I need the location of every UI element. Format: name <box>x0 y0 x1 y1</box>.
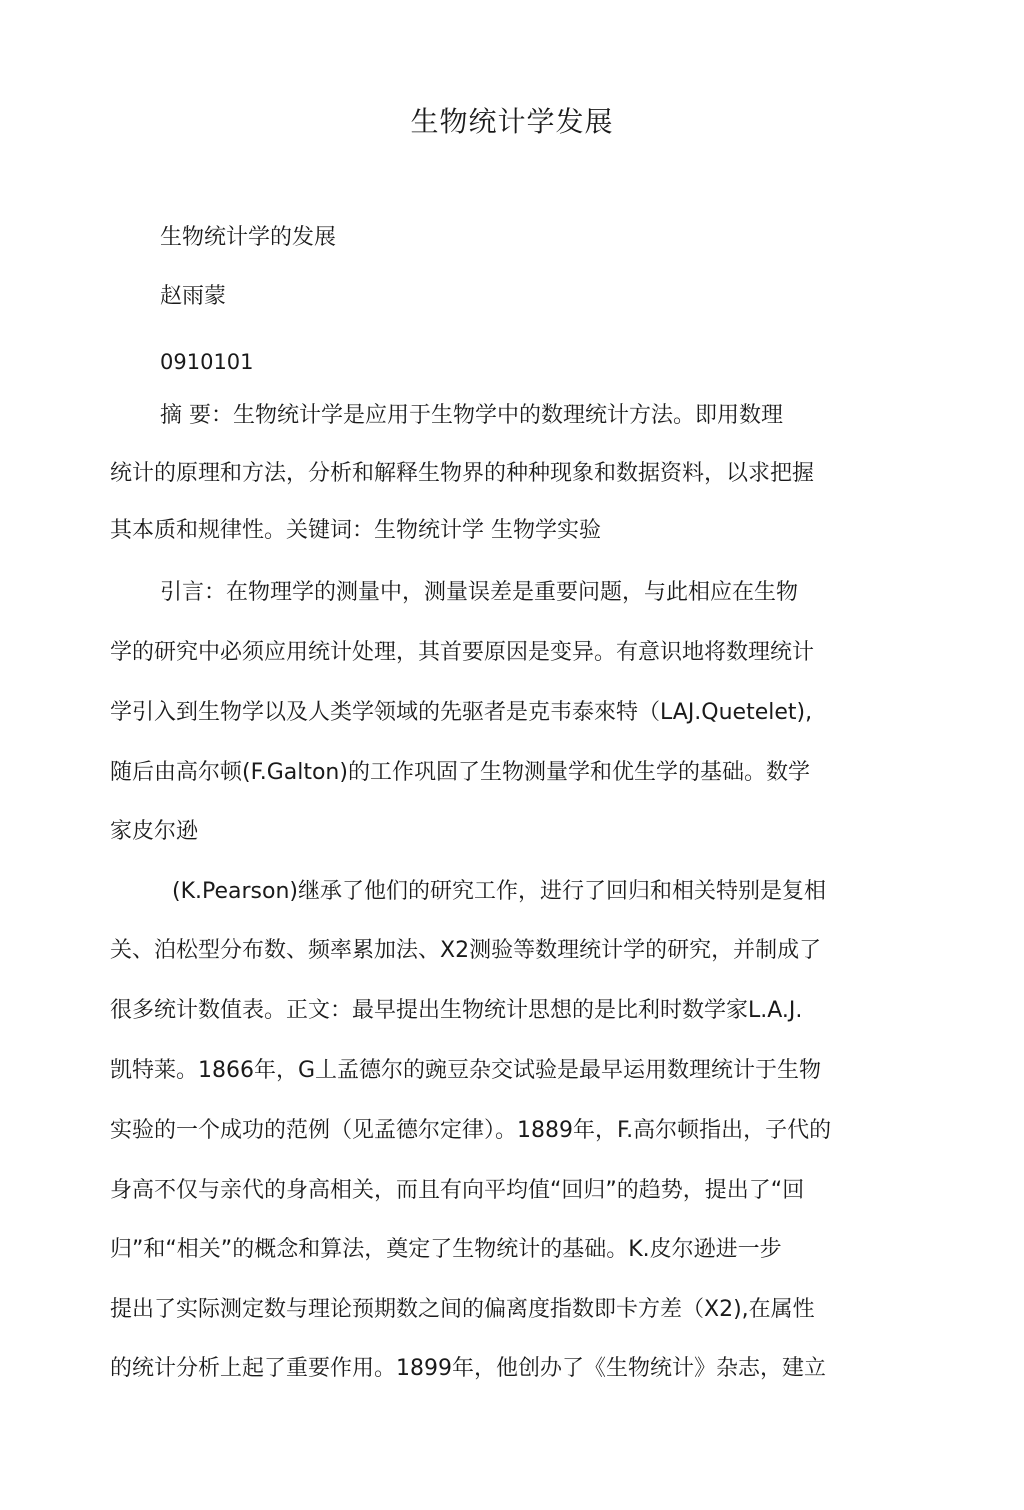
abstract-line: 摘 要：生物统计学是应用于生物学中的数理统计方法。即用数理 <box>160 403 783 428</box>
body-line: 很多统计数值表。正文：最早提出生物统计思想的是比利时数学家L.A.J. <box>110 998 803 1023</box>
body-line: (K.Pearson)继承了他们的研究工作，进行了回归和相关特别是复相 <box>172 879 826 904</box>
body-line: 实验的一个成功的范例（见孟德尔定律）。1889年，F.高尔顿指出，子代的 <box>110 1118 832 1143</box>
body-line: 关、泊松型分布数、频率累加法、X2测验等数理统计学的研究，并制成了 <box>110 938 822 963</box>
body-line: 提出了实际测定数与理论预期数之间的偏离度指数即卡方差（X2),在属性 <box>110 1297 815 1322</box>
intro-line: 家皮尔逊 <box>110 819 199 844</box>
body-line: 归”和“相关”的概念和算法，奠定了生物统计的基础。K.皮尔逊进一步 <box>110 1237 782 1262</box>
document-title: 生物统计学发展 <box>410 105 614 138</box>
intro-line: 引言：在物理学的测量中，测量误差是重要问题，与此相应在生物 <box>160 580 799 605</box>
body-line: 身高不仅与亲代的身高相关，而且有向平均值“回归”的趋势，提出了“回 <box>110 1178 805 1203</box>
author-name: 赵雨蒙 <box>160 284 227 309</box>
intro-line: 学引入到生物学以及人类学领域的先驱者是克韦泰來特（LAJ.Quetelet), <box>110 700 813 725</box>
abstract-line: 其本质和规律性。关键词：生物统计学 生物学实验 <box>110 518 601 543</box>
document-subtitle: 生物统计学的发展 <box>160 225 337 250</box>
body-line: 的统计分析上起了重要作用。1899年，他创办了《生物统计》杂志，建立 <box>110 1356 826 1381</box>
student-id: 0910101 <box>160 350 254 374</box>
intro-line: 学的研究中必须应用统计处理，其首要原因是变异。有意识地将数理统计 <box>110 640 815 665</box>
intro-line: 随后由高尔顿(F.Galton)的工作巩固了生物测量学和优生学的基础。数学 <box>110 760 810 785</box>
body-line: 凯特莱。1866年，G丄孟德尔的豌豆杂交试验是最早运用数理统计于生物 <box>110 1058 822 1083</box>
abstract-line: 统计的原理和方法，分析和解释生物界的种种现象和数据资料，以求把握 <box>110 461 815 486</box>
